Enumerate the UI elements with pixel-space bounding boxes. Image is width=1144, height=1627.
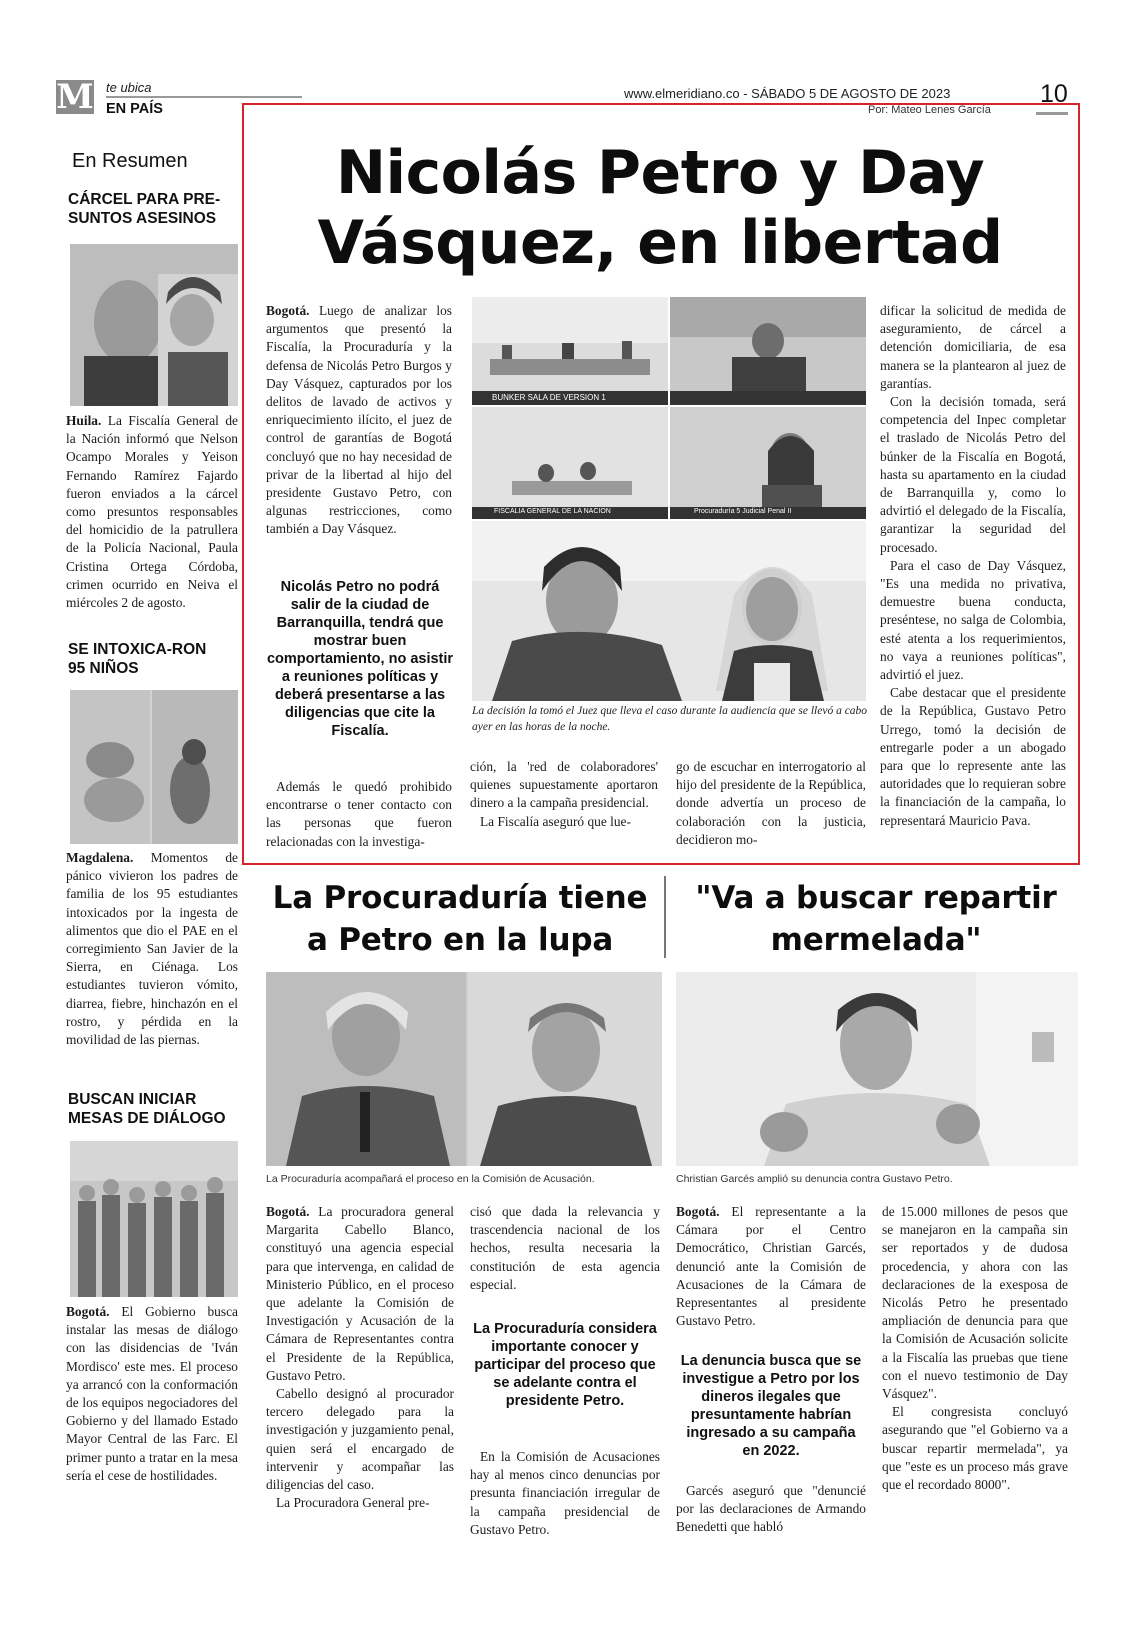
mermelada-col1-p1: El representante a la Cámara por el Centro Democrático, Christian Garcés, denunció ante la Comisión de Acusaciones de la Cámara de Representantes al presidente Gustavo Petro. <box>676 1204 866 1329</box>
mermelada-col2-p1: de 15.000 millones de pesos que se manejaron en la campaña sin ser reportados y de dudosa procedencia, y ahora con las declaraciones de la exesposa de Nicolás Petro he presentado ampliación de denuncia para que la Comisión de Acusación solicite a la Fiscalía las pruebas que tiene con el nuevo testimonio de Day Vásquez". <box>882 1204 1068 1402</box>
procuraduria-lead: Bogotá. <box>266 1204 310 1219</box>
procuraduria-col1-p1: La procuradora general Margarita Cabello Blanco, constituyó una agencia especial para que intervenga, en calidad de Ministerio Público, en el proceso que adelante la Comisión de Investigación y Acusación de la Cámara de Representantes contra el Presidente de la República, Gustavo Petro. <box>266 1204 454 1383</box>
sidebar-text-intoxicaron <box>66 849 238 1049</box>
logo-letter: M <box>56 77 94 117</box>
main-col4-text <box>880 302 1066 830</box>
sidebar-photo-carcel <box>70 244 238 406</box>
photo-bunker-room <box>472 297 668 405</box>
main-col1-body: Luego de analizar los argumentos que presentó la Fiscalía, la Procuraduría y la defensa de Nicolás Petro Burgos y Day Vásquez, capturados por los delitos de lavado de activos y enriquecimiento ilícito, el juez de control de garantías de Bogotá concluyó que no hay necesidad de privar de la libertad al hijo del presidente Gustavo Petro, con algunas restricciones, como también a Day Vásquez. <box>266 303 452 537</box>
tagline: te ubica <box>106 80 152 95</box>
main-col2-bottom-p2: La Fiscalía aseguró que lue- <box>480 813 631 829</box>
mermelada-col1 <box>676 1203 866 1330</box>
procuraduria-pullquote: La Procuraduría considera importante conocer y participar del proceso que se adelante contra el presidente Petro. <box>473 1321 657 1409</box>
main-col4-p2: Con la decisión tomada, será competencia del Inpec completar el traslado de Nicolás Petro del búnker de la Fiscalía en Bogotá, hasta su apartamento en la ciudad de Barranquilla y, como lo advirtió el delegado de la Fiscalía, garantizar la seguridad del procesado. <box>880 394 1066 555</box>
main-headline-line1: Nicolás Petro y Day <box>335 138 985 208</box>
mermelada-photo-caption: Christian Garcés amplió su denuncia contra Gustavo Petro. <box>676 1173 953 1185</box>
photo-label-procuraduria: Procuraduría 5 Judicial Penal II <box>694 508 792 515</box>
main-col2-bottom <box>470 758 658 831</box>
column-divider <box>664 876 666 958</box>
main-headline-line2: Vásquez, en libertad <box>317 208 1003 278</box>
photo-procuraduria-screen <box>670 407 866 519</box>
photo-label-fiscalia: FISCALIA GENERAL DE LA NACION <box>494 508 611 515</box>
sidebar-lead-intoxicaron: Magdalena. <box>66 850 134 865</box>
mermelada-col1-p2: Garcés aseguró que "denuncié por las declaraciones de Armando Benedetti que habló <box>676 1483 866 1535</box>
procuraduria-col1-p3: La Procuradora General pre- <box>276 1495 430 1511</box>
main-photo-caption: La decisión la tomó el Juez que lleva el caso durante la audiencia que se llevó a cabo ayer en las horas de la noche. <box>472 705 868 733</box>
dateline: www.elmeridiano.co - SÁBADO 5 DE AGOSTO DE 2023 <box>624 86 951 101</box>
main-photo-collage <box>472 297 866 701</box>
sidebar-lead-mesas: Bogotá. <box>66 1304 110 1319</box>
main-col4-p4: Cabe destacar que el presidente de la República, Gustavo Petro Urrego, tomó la decisión de entregarle poder a un abogado para que lo represente ante las autoridades que lo requieran sobre la financiación de la campaña, lo representará Mauricio Pava. <box>880 685 1066 828</box>
photo-petro-vasquez <box>472 521 866 701</box>
sidebar-photo-mesas <box>70 1141 238 1297</box>
procuraduria-col2-p1: cisó que dada la relevancia y trascendencia nacional de los hechos, resulta necesaria la constitución de esta agencia especial. <box>470 1204 660 1292</box>
mermelada-lead: Bogotá. <box>676 1204 720 1219</box>
photo-label-bunker: BUNKER SALA DE VERSION 1 <box>492 393 606 402</box>
mermelada-headline-line1: "Va a buscar repartir <box>695 880 1057 916</box>
mermelada-col1-bottom <box>676 1482 866 1537</box>
main-col1-text <box>266 302 452 539</box>
main-col2-bottom-p1: ción, la 'red de colaboradores' quienes supuestamente aportaron dinero a la campaña presidencial. <box>470 759 658 811</box>
sidebar-body-mesas: El Gobierno busca instalar las mesas de diálogo con las disidencias de 'Iván Mordisco' este mes. El proceso ya arrancó con la conformación de los equipos negociadores del Gobierno y del llamado Estado Mayor Central de las Farc. El primer punto a tratar en la mesa sería el cese de hostilidades. <box>66 1304 238 1483</box>
main-col4-p1: dificar la solicitud de medida de aseguramiento, de cárcel a detención domiciliaria, de esa manera se la plantearon al juez de garantías. <box>880 303 1066 391</box>
sidebar-body-intoxicaron: Momentos de pánico vivieron los padres de familia de los 95 estudiantes intoxicados por la ingesta de alimentos que dio el PAE en el corregimiento San Javier de la Sierra, en Ciénaga. Los estudiantes tuvieron vómito, diarrea, fiebre, hinchazón en el rostro, y pérdida en la movilidad de las piernas. <box>66 850 238 1048</box>
main-lead: Bogotá. <box>266 303 310 318</box>
main-col4-p3: Para el caso de Day Vásquez, "Es una medida no privativa, demuestre buena conducta, preséntese, no salga de Colombia, esté atenta a los requerimientos, no vaya a reuniones políticas", advirtió el juez. <box>880 557 1066 683</box>
main-col3-bottom-text: go de escuchar en interrogatorio al hijo del presidente de la República, donde advertía un proceso de colaboración con la justicia, decidieron mo- <box>676 759 866 847</box>
sidebar-title: En Resumen <box>72 150 188 172</box>
procuraduria-col2-p2: En la Comisión de Acusaciones hay al menos cinco denuncias por presunta financiación irregular de la campaña presidencial de Gustavo Petro. <box>470 1449 660 1537</box>
sidebar-text-carcel <box>66 412 238 612</box>
tagline-rule <box>106 96 302 98</box>
photo-fiscalia-screen <box>472 407 668 519</box>
sidebar-body-carcel: La Fiscalía General de la Nación informó que Nelson Ocampo Morales y Yeison Fernando Ramírez Fajardo fueron enviados a la cárcel como presuntos responsables del homicidio de la patrullera de la Policía Nacional, Paula Cristina Ortega Córdoba, crimen ocurrido en Neiva el miércoles 2 de agosto. <box>66 413 238 611</box>
sidebar-photo-intoxicaron <box>70 690 238 844</box>
procuraduria-photo-caption: La Procuraduría acompañará el proceso en la Comisión de Acusación. <box>266 1173 595 1185</box>
procuraduria-headline-line1: La Procuraduría tiene <box>272 880 648 916</box>
main-col1-bottom <box>266 778 452 851</box>
main-col3-bottom <box>676 758 866 849</box>
procuraduria-col2 <box>470 1203 660 1294</box>
sidebar-heading-carcel: CÁRCEL PARA PRE-SUNTOS ASESINOS <box>68 191 221 227</box>
sidebar-heading-mesas: BUSCAN INICIAR MESAS DE DIÁLOGO <box>68 1091 226 1127</box>
photo-judge-screen <box>670 297 866 405</box>
mermelada-pullquote: La denuncia busca que se investigue a Petro por los dineros ilegales que presuntamente habrían ingresado a su campaña en 2022. <box>680 1353 862 1459</box>
sidebar-text-mesas <box>66 1303 238 1485</box>
procuraduria-headline-line2: a Petro en la lupa <box>306 922 614 958</box>
sidebar-lead-carcel: Huila. <box>66 413 102 428</box>
procuraduria-photo <box>266 972 662 1166</box>
procuraduria-col1-p2: Cabello designó al procurador tercero delegado para la investigación y juzgamiento penal, quien será el encargado de intervenir y acompañar las diligencias del caso. <box>266 1386 454 1493</box>
mermelada-col2-p2: El congresista concluyó asegurando que "el Gobierno va a buscar repartir mermelada", ya que "este es un proceso más grave que el recordado 8000". <box>882 1404 1068 1493</box>
main-col1-bottom-text: Además le quedó prohibido encontrarse o tener contacto con las personas que fueron relacionadas con la investiga- <box>266 779 452 849</box>
masthead-logo[interactable] <box>56 77 94 117</box>
procuraduria-col2-bottom <box>470 1448 660 1539</box>
main-pullquote: Nicolás Petro no podrá salir de la ciudad de Barranquilla, tendrá que mostrar buen comportamiento, no asistir a reuniones políticas y deberá presentarse a las diligencias que cite la Fiscalía. <box>266 579 454 739</box>
sidebar-heading-intoxicaron: SE INTOXICA-RON 95 NIÑOS <box>68 641 207 677</box>
mermelada-col2 <box>882 1203 1068 1494</box>
mermelada-headline-line2: mermelada" <box>770 922 982 958</box>
mermelada-photo <box>676 972 1078 1166</box>
procuraduria-col1 <box>266 1203 454 1512</box>
page-number: 10 <box>1040 80 1068 108</box>
byline: Por: Mateo Lenes García <box>868 104 991 116</box>
section-label: EN PAÍS <box>106 101 163 117</box>
